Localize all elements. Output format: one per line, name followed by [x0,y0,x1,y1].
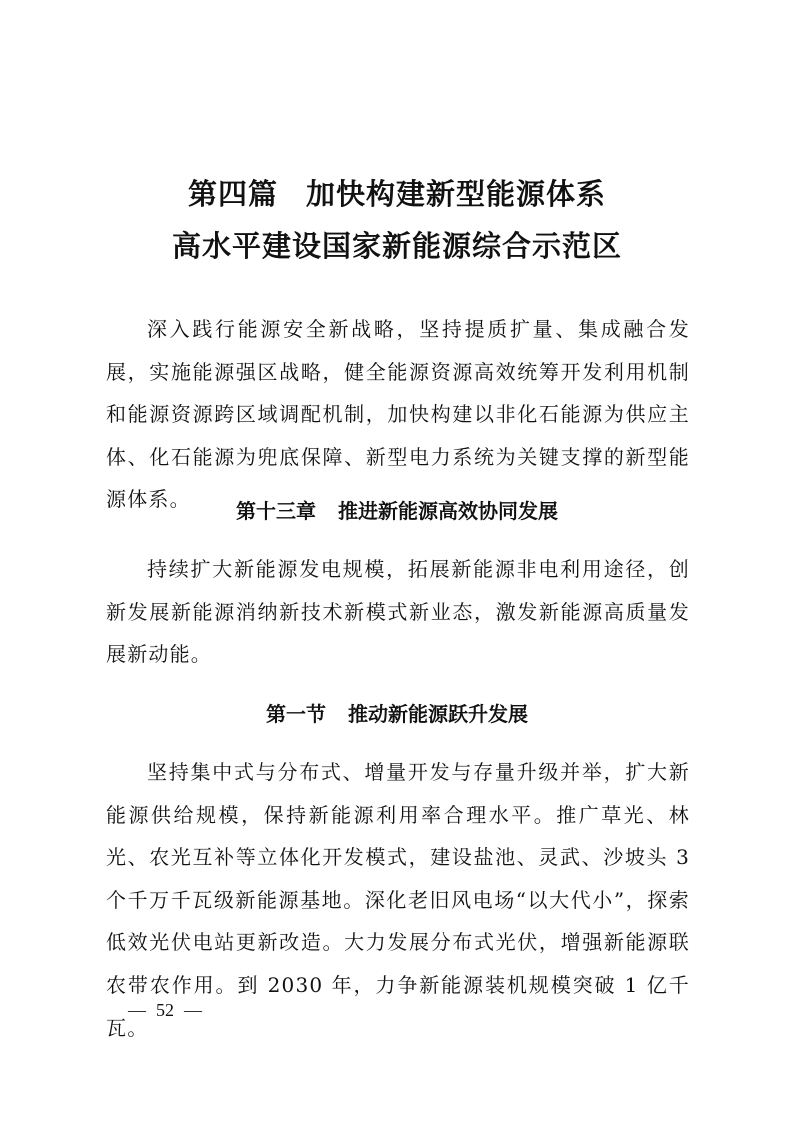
footer-dash-left: — [128,1000,146,1020]
part-title-line1 [0,176,794,212]
part-number: 第四篇 [187,177,278,211]
footer-dash-right: — [184,1000,202,1020]
intro-paragraph: 深入践行能源安全新战略，坚持提质扩量、集成融合发展，实施能源强区战略，健全能源资源高效统筹开发利用机制和能源资源跨区域调配机制，加快构建以非化石能源为供应主体、化石能源为兜底保障、新型电力系统为关键支撑的新型能源体系。 [106,317,690,512]
chapter-heading [0,497,794,525]
chapter-paragraph: 持续扩大新能源发电规模，拓展新能源非电利用途径，创新发展新能源消纳新技术新模式新业态，激发新能源高质量发展新动能。 [106,557,690,667]
part-title-line2: 高水平建设国家新能源综合示范区 [171,229,622,263]
page-footer [118,998,212,1022]
section-paragraph: 坚持集中式与分布式、增量开发与存量升级并举，扩大新能源供给规模，保持新能源利用率合理水平。推广草光、林光、农光互补等立体化开发模式，建设盐池、灵武、沙坡头 3 个千万千瓦级新能源基地。深化老旧风电场“以大代小”，探索低效光伏电站更新改造。大力发展分布式光伏，增强新能源联农带农作用。到 2030 年，力争新能源装机规模突破 1 亿千瓦。 [106,760,690,1040]
page-number: 52 [156,1000,174,1020]
section-heading [0,700,794,728]
part-title-text: 加快构建新型能源体系 [306,177,607,211]
chapter-title: 推进新能源高效协同发展 [338,499,558,523]
chapter-number: 第十三章 [236,499,316,523]
section-title: 推动新能源跃升发展 [348,702,528,726]
section-number: 第一节 [266,702,326,726]
